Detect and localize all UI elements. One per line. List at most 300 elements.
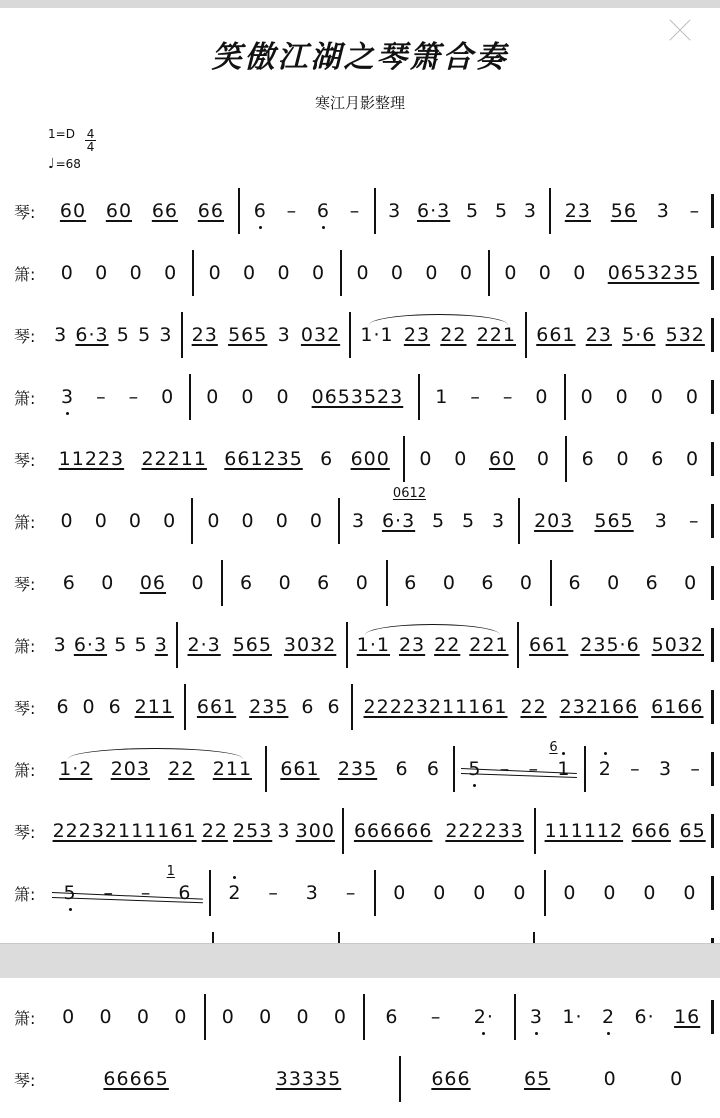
measure (46, 622, 178, 668)
note: 0 (643, 882, 657, 904)
staff-system (0, 622, 720, 684)
measure (401, 1056, 714, 1102)
note: 6 (62, 572, 76, 594)
grace-note: 0612 (392, 486, 427, 501)
measure (240, 188, 376, 234)
staff-system (0, 994, 720, 1056)
note: 0 (206, 386, 220, 408)
note: 3 (53, 634, 67, 656)
measure (206, 994, 366, 1040)
measure (193, 498, 340, 544)
note: 0 (276, 386, 290, 408)
measure (552, 560, 714, 606)
note: 0 (425, 262, 439, 284)
barline (711, 504, 714, 538)
note: 0 (95, 262, 109, 284)
note: 23 (585, 324, 612, 346)
note: 5 (134, 634, 148, 656)
measure (46, 250, 194, 296)
note: – (528, 758, 540, 780)
note: 0 (191, 572, 205, 594)
barline (711, 256, 714, 290)
note: 0 (161, 386, 175, 408)
note: 16 (674, 1006, 701, 1028)
note: 2· (474, 994, 494, 1027)
note: 0 (275, 510, 289, 532)
note: 565 (228, 324, 268, 346)
note: 3 (305, 882, 319, 904)
note: 5 (466, 200, 480, 222)
note: – (349, 200, 361, 222)
note: 6·3 (417, 200, 451, 222)
measure (46, 436, 405, 482)
staff-label-qin: 琴: (14, 203, 36, 222)
note: 3 (656, 200, 670, 222)
note: 5 (494, 200, 509, 222)
note: 3 (277, 324, 291, 346)
note: – (128, 386, 140, 408)
key-and-tempo-block (48, 128, 96, 171)
note: 6·3 (75, 324, 109, 346)
note: 5 (114, 634, 128, 656)
barline (711, 628, 714, 662)
note: 60 (59, 200, 87, 222)
note: 0 (163, 510, 177, 532)
note: 5 (462, 510, 476, 532)
note: 6 (320, 448, 334, 470)
note: 565 (594, 510, 634, 532)
note: 235 (337, 758, 378, 780)
note: 661235 (224, 448, 303, 470)
note: 300 (295, 820, 335, 842)
note: 232166 (559, 696, 639, 718)
note: – (103, 882, 114, 904)
note: 0 (278, 572, 292, 594)
note: 666 (631, 820, 671, 842)
note: 60 (488, 448, 516, 470)
note: 211 (212, 758, 253, 780)
note: 0 (535, 386, 549, 408)
measure (536, 808, 714, 854)
note: 0 (136, 1006, 151, 1028)
measure (46, 746, 267, 792)
barline (711, 380, 714, 414)
measure (191, 374, 420, 420)
note: 0 (670, 1068, 684, 1090)
note: 6·3 (381, 510, 416, 532)
staff-system (0, 684, 720, 746)
note: 6 (385, 1006, 399, 1028)
time-signature (85, 128, 97, 153)
note: 0 (311, 262, 326, 284)
note: 6 (108, 696, 122, 718)
note: 0 (685, 386, 699, 408)
note: 3 (54, 324, 68, 346)
note: 0 (684, 572, 698, 594)
note: 0 (174, 1006, 188, 1028)
note: – (430, 1006, 442, 1028)
staff-label-xiao: 箫: (14, 265, 36, 284)
staff-label-qin: 琴: (14, 451, 36, 470)
note: 06 (139, 572, 166, 594)
note: 0 (243, 262, 257, 284)
measure (340, 486, 520, 544)
note: 3 (530, 994, 543, 1027)
note: 0 (241, 386, 255, 408)
note: 0 (277, 262, 291, 284)
note: 0 (356, 262, 370, 284)
staff-system (0, 250, 720, 312)
note: 0 (208, 262, 222, 284)
tempo-note-icon: ♩ (48, 156, 56, 172)
note: 0 (82, 696, 96, 718)
note: 1 (557, 746, 570, 779)
note: 2 (599, 746, 612, 779)
measure (566, 374, 714, 420)
measure (267, 746, 455, 792)
note: 0 (616, 448, 630, 470)
measure (420, 374, 565, 420)
note: – (690, 758, 701, 780)
note: 65 (679, 820, 706, 842)
note: 6 (581, 448, 595, 470)
measure (46, 684, 186, 730)
note: – (286, 200, 298, 222)
measure (46, 560, 223, 606)
note: 5 (116, 324, 130, 346)
measure (178, 622, 349, 668)
measure (353, 684, 714, 730)
note: 6 (481, 572, 495, 594)
measure (348, 622, 519, 668)
note: 666 (431, 1068, 471, 1090)
measure (365, 994, 516, 1040)
note: 0 (573, 262, 587, 284)
note: – (96, 386, 107, 408)
staff-system (0, 486, 720, 560)
note: 032 (300, 324, 341, 346)
note: 22 (440, 324, 467, 346)
note: 0 (563, 882, 577, 904)
note: 6 (254, 188, 267, 221)
measure (586, 746, 714, 792)
note: 6 (395, 758, 409, 780)
staff-system (0, 560, 720, 622)
note: 3 (351, 510, 366, 532)
note: 111112 (544, 820, 624, 842)
note: 203 (534, 510, 574, 532)
staff-label-xiao: 箫: (14, 637, 36, 656)
measure (46, 864, 211, 916)
staff-system (0, 808, 720, 870)
note: 6 (317, 572, 331, 594)
top-strip (0, 0, 720, 8)
barline (711, 566, 714, 600)
note: 66 (151, 200, 179, 222)
note: 0 (60, 262, 74, 284)
note: 0 (538, 262, 552, 284)
measure (351, 312, 527, 358)
note: 0 (390, 262, 404, 284)
measure (46, 312, 183, 358)
note: 5·6 (622, 324, 656, 346)
measure (46, 374, 191, 420)
measure (516, 994, 714, 1040)
note: 1·1 (360, 324, 394, 346)
measure (519, 622, 714, 668)
note: 3 (154, 634, 168, 656)
note: 0 (603, 882, 617, 904)
note: 6 (56, 696, 70, 718)
note: 0 (580, 386, 594, 408)
note: 0 (94, 510, 108, 532)
measure (183, 312, 352, 358)
note: 0 (207, 510, 221, 532)
staff-system (0, 374, 720, 436)
staff-system (0, 1056, 720, 1090)
note: 0 (607, 572, 621, 594)
measure (388, 560, 552, 606)
note: 6 (568, 572, 582, 594)
note: 661 (529, 634, 569, 656)
tempo-value: =68 (55, 157, 81, 171)
measure (46, 808, 344, 854)
note: 0 (60, 510, 74, 532)
note: 0 (333, 1006, 347, 1028)
barline (711, 814, 714, 848)
note: 6 (301, 696, 315, 718)
note: 0 (513, 882, 527, 904)
note: 23 (564, 200, 591, 222)
measure (455, 740, 585, 792)
grace-note: 1 (166, 864, 175, 879)
note: 3032 (283, 634, 337, 656)
measure (344, 808, 537, 854)
note: 0 (221, 1006, 235, 1028)
note: 222233 (445, 820, 524, 842)
staff-label-qin: 琴: (14, 823, 36, 842)
note: 0 (603, 1068, 617, 1090)
measure (223, 560, 387, 606)
note: – (630, 758, 641, 780)
note: – (502, 386, 514, 408)
note: 0 (683, 882, 697, 904)
note: 0 (504, 262, 518, 284)
note: 66 (197, 200, 224, 222)
measure (546, 870, 714, 916)
note: 0 (454, 448, 468, 470)
note: 211 (134, 696, 174, 718)
staff-label-xiao: 箫: (14, 389, 36, 408)
note: 0 (442, 572, 456, 594)
note: 0 (650, 386, 664, 408)
staff-label-qin: 琴: (14, 575, 36, 594)
note: 5032 (651, 634, 705, 656)
note: 235 (249, 696, 289, 718)
measure (211, 870, 376, 916)
note: 600 (350, 448, 390, 470)
note: 0 (519, 572, 534, 594)
note: 1·1 (356, 634, 390, 656)
note: 5 (138, 324, 152, 346)
note: 3 (654, 510, 668, 532)
staff-label-xiao: 箫: (14, 885, 36, 904)
meter-denominator: 4 (86, 140, 95, 154)
note: 221 (469, 634, 509, 656)
note: 0 (101, 572, 115, 594)
note: 1 (435, 386, 449, 408)
note: – (689, 200, 701, 222)
note: 6 (178, 882, 192, 904)
note: 5 (63, 870, 76, 903)
measure (527, 312, 714, 358)
measure (46, 188, 240, 234)
note: 23 (191, 324, 218, 346)
note: 6 (651, 448, 665, 470)
note: 3 (277, 820, 291, 842)
note: 0 (615, 386, 629, 408)
barline (711, 690, 714, 724)
note: 22 (168, 758, 195, 780)
note: 3 (523, 200, 537, 222)
note: 22 (201, 820, 228, 842)
note: 532 (665, 324, 705, 346)
note: 56 (610, 200, 637, 222)
note: 0 (241, 510, 255, 532)
note: 6 (240, 572, 254, 594)
meter-numerator: 4 (86, 127, 95, 141)
note: 565 (232, 634, 272, 656)
staff-label-qin: 琴: (14, 327, 36, 346)
note: – (345, 882, 357, 904)
note: 6 (645, 572, 659, 594)
staff-system (0, 864, 720, 932)
staff-system (0, 188, 720, 250)
note: 6 (404, 572, 418, 594)
barline (711, 318, 714, 352)
tempo-marking (48, 157, 96, 171)
note: 22211 (141, 448, 207, 470)
note: 253 (233, 820, 273, 842)
note: 0 (393, 882, 407, 904)
note: 22232111161 (52, 820, 197, 842)
measure (520, 498, 715, 544)
note: 2 (602, 994, 615, 1027)
measure (567, 436, 714, 482)
note: 6·3 (73, 634, 108, 656)
note: 0 (296, 1006, 310, 1028)
note: 0 (473, 882, 487, 904)
measure (46, 994, 206, 1040)
note: 1· (562, 1006, 583, 1028)
note: 3 (159, 324, 173, 346)
note: 0 (433, 882, 447, 904)
note: 22 (520, 696, 547, 718)
note: 235·6 (580, 634, 640, 656)
note: 0653235 (607, 262, 700, 284)
note: 1·2 (59, 758, 93, 780)
note: 661 (280, 758, 320, 780)
note: 6 (327, 696, 341, 718)
barline (711, 1000, 714, 1034)
barline (711, 442, 714, 476)
measure (405, 436, 567, 482)
note: 2 (228, 870, 241, 903)
note: 33335 (275, 1068, 342, 1090)
note: 203 (110, 758, 150, 780)
key-signature: 1=D (48, 127, 75, 141)
note: 3 (61, 374, 74, 407)
barline (711, 752, 714, 786)
staff-label-xiao: 箫: (14, 513, 36, 532)
barline (711, 194, 714, 228)
note: 221 (476, 324, 516, 346)
bottom-strip (0, 943, 720, 978)
staff-system (0, 436, 720, 498)
note: – (688, 510, 700, 532)
note: 22 (434, 634, 461, 656)
note: 661 (536, 324, 576, 346)
note: 0 (309, 510, 323, 532)
note: 0 (459, 262, 473, 284)
note: – (140, 882, 152, 904)
note: 0 (355, 572, 369, 594)
note: 661 (196, 696, 237, 718)
note: 6166 (651, 696, 704, 718)
page-title: 笑傲江湖之琴箫合奏 (211, 40, 509, 75)
note: 23 (398, 634, 426, 656)
note: – (268, 882, 279, 904)
note: 65 (524, 1068, 551, 1090)
note: 5 (468, 746, 481, 779)
note: 11223 (58, 448, 125, 470)
barline (711, 876, 714, 910)
note: 0 (536, 448, 550, 470)
measure (376, 870, 546, 916)
note: – (470, 386, 481, 408)
measure (376, 188, 551, 234)
staff-label-qin: 琴: (14, 699, 36, 718)
note: 6 (426, 758, 440, 780)
note: 60 (105, 200, 133, 222)
staff-system (0, 740, 720, 808)
note: 0 (686, 448, 700, 470)
note: 5 (432, 510, 446, 532)
note: 3 (388, 200, 402, 222)
note: 3 (491, 510, 506, 532)
measure (46, 498, 193, 544)
note: 0 (129, 262, 143, 284)
note: 2·3 (187, 634, 221, 656)
note: 0 (259, 1006, 273, 1028)
note: 66665 (103, 1068, 169, 1090)
measure (46, 1056, 401, 1102)
note: 0653523 (311, 386, 404, 408)
grace-note: 6 (549, 740, 558, 755)
note: 3 (658, 758, 673, 780)
note: 0 (164, 262, 178, 284)
staff-label-xiao: 箫: (14, 761, 36, 780)
measure (186, 684, 353, 730)
measure (490, 250, 714, 296)
note: 23 (403, 324, 431, 346)
note: 666666 (353, 820, 433, 842)
note: 6· (634, 1006, 655, 1028)
note: 0 (128, 510, 143, 532)
measure (342, 250, 490, 296)
measure (194, 250, 342, 296)
note: – (499, 758, 511, 780)
